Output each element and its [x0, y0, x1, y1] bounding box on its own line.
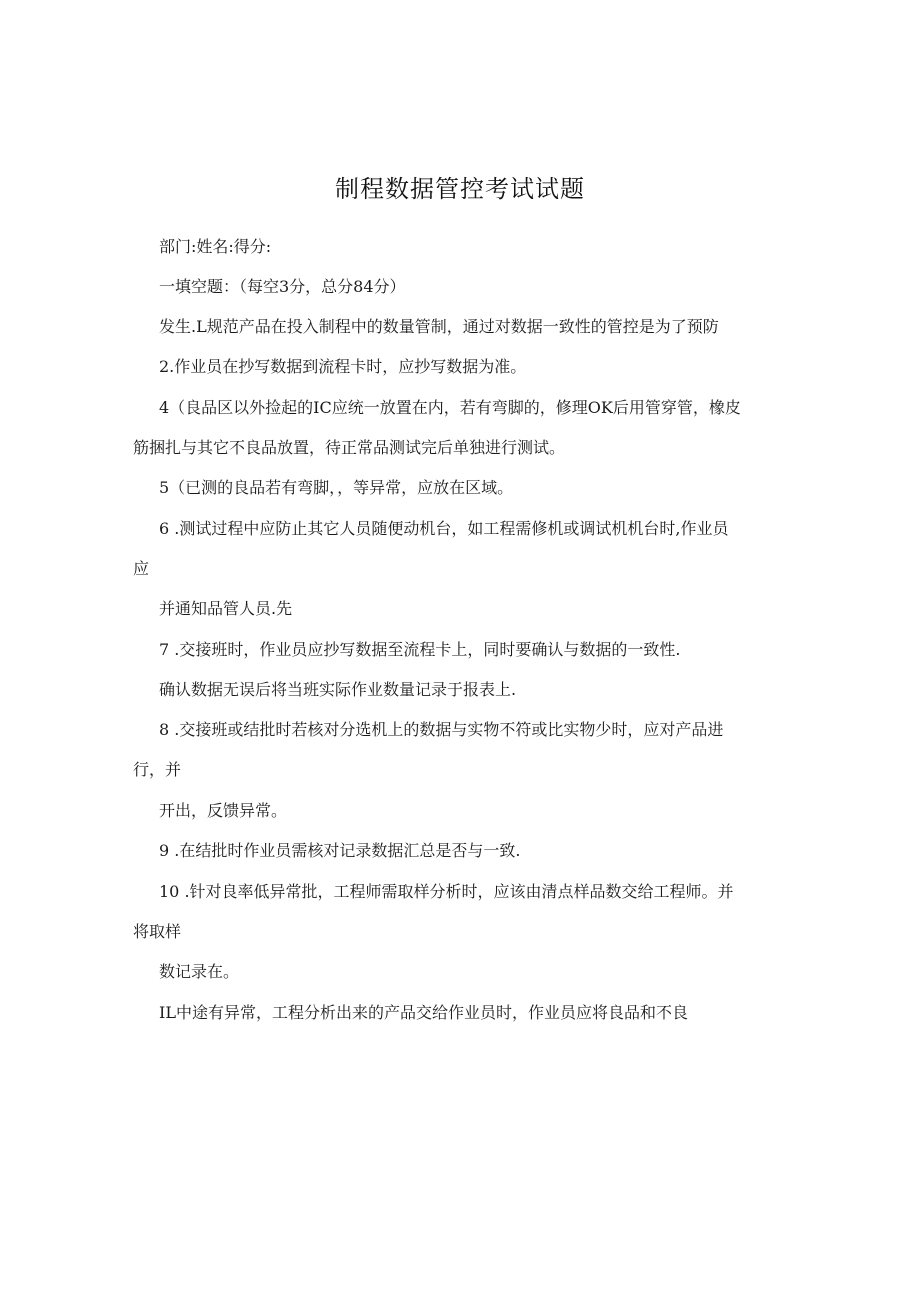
question-line: IL中途有异常，工程分析出来的产品交给作业员时，作业员应将良品和不良: [159, 1003, 688, 1022]
question-line: 将取样: [133, 922, 182, 941]
question-line: 应: [133, 559, 150, 578]
question-line: 发生.L规范产品在投入制程中的数量管制，通过对数据一致性的管控是为了预防: [159, 317, 719, 336]
question-line: 确认数据无误后将当班实际作业数量记录于报表上.: [159, 680, 517, 699]
question-line: 6 .测试过程中应防止其它人员随便动机台，如工程需修机或调试机机台时,作业员: [159, 519, 729, 538]
question-line: 2.作业员在抄写数据到流程卡时，应抄写数据为准。: [159, 357, 527, 376]
question-line: 9 .在结批时作业员需核对记录数据汇总是否与一致.: [159, 841, 521, 860]
question-line: 7 .交接班时，作业员应抄写数据至流程卡上，同时要确认与数据的一致性.: [159, 640, 681, 659]
question-line: 行，并: [133, 760, 182, 779]
question-line: 数记录在。: [159, 962, 240, 981]
question-line: 5（已测的良品若有弯脚，，等异常，应放在区域。: [159, 478, 514, 497]
section-heading: 一填空题：（每空3分，总分84分）: [159, 277, 406, 296]
question-line: 8 .交接班或结批时若核对分选机上的数据与实物不符或比实物少时，应对产品进: [159, 720, 724, 739]
question-line: 并通知品管人员.先: [159, 599, 293, 618]
document-title: 制程数据管控考试试题: [335, 175, 585, 203]
question-line: 4（良品区以外捡起的IC应统一放置在内，若有弯脚的，修理OK后用管穿管，橡皮: [159, 398, 741, 417]
question-line: 筋捆扎与其它不良品放置，待正常品测试完后单独进行测试。: [133, 438, 566, 457]
question-line: 10 .针对良率低异常批，工程师需取样分析时，应该由清点样品数交给工程师。并: [159, 882, 734, 901]
question-line: 开出，反馈异常。: [159, 801, 288, 820]
header-fields: 部门:姓名:得分:: [159, 237, 272, 256]
